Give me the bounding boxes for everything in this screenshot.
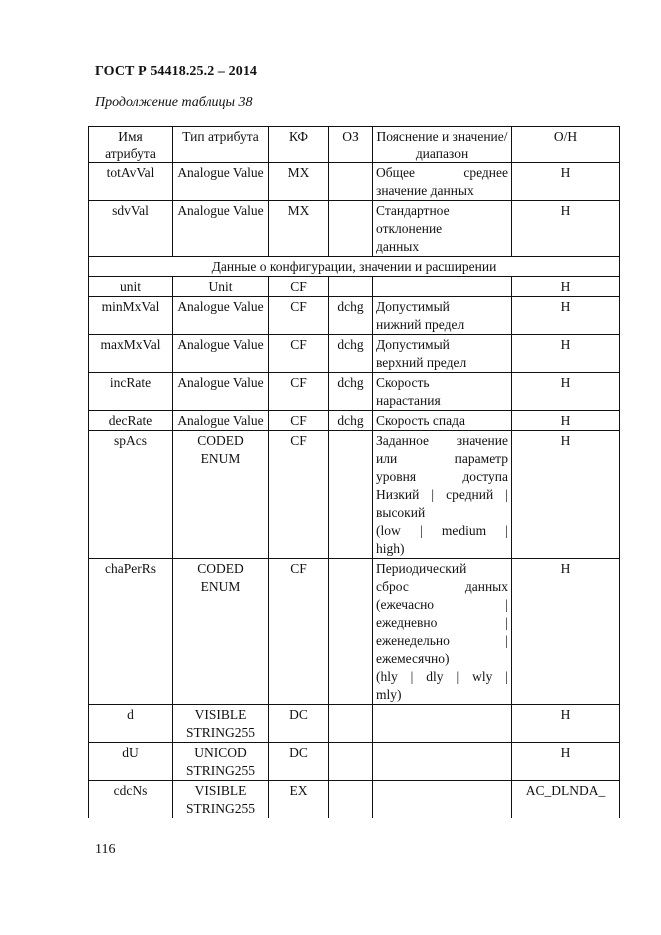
cell-fc: MX [269,201,329,257]
table-row [89,277,620,297]
cell-mo: Н [512,277,620,297]
description-line: сброс данных [376,579,508,594]
table-row [89,705,620,743]
table-row [89,335,620,373]
document-header: ГОСТ Р 54418.25.2 – 2014 [95,64,258,79]
cell-mo: Н [512,201,620,257]
cell-fc: CF [269,431,329,559]
description-line: данных [376,239,420,254]
description-line: Скорость спада [376,413,465,428]
cell-trg [329,201,373,257]
section-title: Данные о конфигурации, значении и расширении [89,257,620,277]
section-row [89,257,620,277]
cell-trg [329,781,373,819]
cell-trg [329,705,373,743]
cell-description [373,163,512,201]
description-line: mly) [376,687,402,702]
cell-name: sdvVal [89,201,173,257]
table-section [89,257,620,277]
description-line: значение данных [376,183,474,198]
cell-fc: CF [269,335,329,373]
cell-mo: Н [512,705,620,743]
description-line: Периодический [376,561,467,576]
cell-fc: DC [269,705,329,743]
cell-mo: Н [512,373,620,411]
cell-mo: Н [512,559,620,705]
description-line: нижний предел [376,317,465,332]
table-caption: Продолжение таблицы 38 [95,95,253,110]
cell-name: d [89,705,173,743]
cell-fc: CF [269,411,329,431]
description-line: (low | medium | [376,523,508,538]
cell-description [373,431,512,559]
description-line: Заданное значение [376,433,508,448]
cell-mo: Н [512,335,620,373]
col-header-name: Имя атрибута [89,127,173,163]
cell-type: Unit [173,277,269,297]
attributes-table [88,126,620,818]
cell-description [373,335,512,373]
table-row [89,743,620,781]
cell-type: Analogue Value [173,163,269,201]
cell-type: Analogue Value [173,335,269,373]
cell-fc: CF [269,277,329,297]
description-line: или параметр [376,451,508,466]
cell-description [373,297,512,335]
cell-trg: dchg [329,373,373,411]
description-line: верхний предел [376,355,467,370]
cell-fc: EX [269,781,329,819]
description-line: Допустимый [376,299,450,314]
description-line: уровня доступа [376,469,508,484]
cell-mo: Н [512,411,620,431]
description-line: отклонение [376,221,443,236]
description-line: Стандартное [376,203,450,218]
cell-type: VISIBLE STRING255 [173,781,269,819]
table-row [89,559,620,705]
table-body-bottom [89,277,620,819]
table-row [89,431,620,559]
col-header-description: Пояснение и значение/диапазон [373,127,512,163]
cell-name: spAcs [89,431,173,559]
description-line: Скорость [376,375,430,390]
description-line: Допустимый [376,337,450,352]
cell-name: chaPerRs [89,559,173,705]
table-header-row [89,127,620,163]
cell-description [373,705,512,743]
cell-description [373,277,512,297]
cell-mo: Н [512,163,620,201]
table-row [89,201,620,257]
cell-trg: dchg [329,335,373,373]
cell-fc: DC [269,743,329,781]
col-header-type: Тип атрибута [173,127,269,163]
cell-name: totAvVal [89,163,173,201]
page-number: 116 [95,842,116,857]
cell-trg [329,163,373,201]
description-line: ежедневно | [376,615,508,630]
cell-type: CODED ENUM [173,431,269,559]
description-line: Общее среднее [376,165,508,180]
description-line: (hly | dly | wly | [376,669,508,684]
cell-trg [329,559,373,705]
description-line: ежемесячно) [376,651,450,666]
cell-name: minMxVal [89,297,173,335]
cell-type: CODED ENUM [173,559,269,705]
cell-description [373,411,512,431]
cell-name: cdcNs [89,781,173,819]
table-row [89,163,620,201]
cell-type: UNICOD STRING255 [173,743,269,781]
cell-description [373,373,512,411]
description-line: еженедельно | [376,633,508,648]
cell-name: maxMxVal [89,335,173,373]
cell-description [373,743,512,781]
col-header-fc: КФ [269,127,329,163]
table-row [89,411,620,431]
cell-description [373,201,512,257]
cell-type: Analogue Value [173,201,269,257]
description-line: (ежечасно | [376,597,508,612]
table-row [89,373,620,411]
cell-description [373,559,512,705]
cell-trg [329,743,373,781]
cell-fc: CF [269,559,329,705]
cell-fc: CF [269,297,329,335]
table-body-top [89,163,620,257]
cell-fc: MX [269,163,329,201]
cell-type: Analogue Value [173,373,269,411]
table-row [89,297,620,335]
cell-name: decRate [89,411,173,431]
cell-name: unit [89,277,173,297]
cell-mo: Н [512,743,620,781]
cell-mo: Н [512,431,620,559]
cell-type: VISIBLE STRING255 [173,705,269,743]
description-line: Низкий | средний | [376,487,508,502]
cell-fc: CF [269,373,329,411]
cell-mo: AC_DLNDA_ [512,781,620,819]
cell-trg: dchg [329,411,373,431]
description-line: нарастания [376,393,441,408]
cell-trg [329,277,373,297]
cell-trg [329,431,373,559]
col-header-mo: О/Н [512,127,620,163]
cell-name: dU [89,743,173,781]
cell-description [373,781,512,819]
cell-type: Analogue Value [173,297,269,335]
cell-mo: Н [512,297,620,335]
cell-name: incRate [89,373,173,411]
cell-trg: dchg [329,297,373,335]
table-row [89,781,620,819]
col-header-trg: ОЗ [329,127,373,163]
description-line: high) [376,541,405,556]
cell-type: Analogue Value [173,411,269,431]
description-line: высокий [376,505,426,520]
